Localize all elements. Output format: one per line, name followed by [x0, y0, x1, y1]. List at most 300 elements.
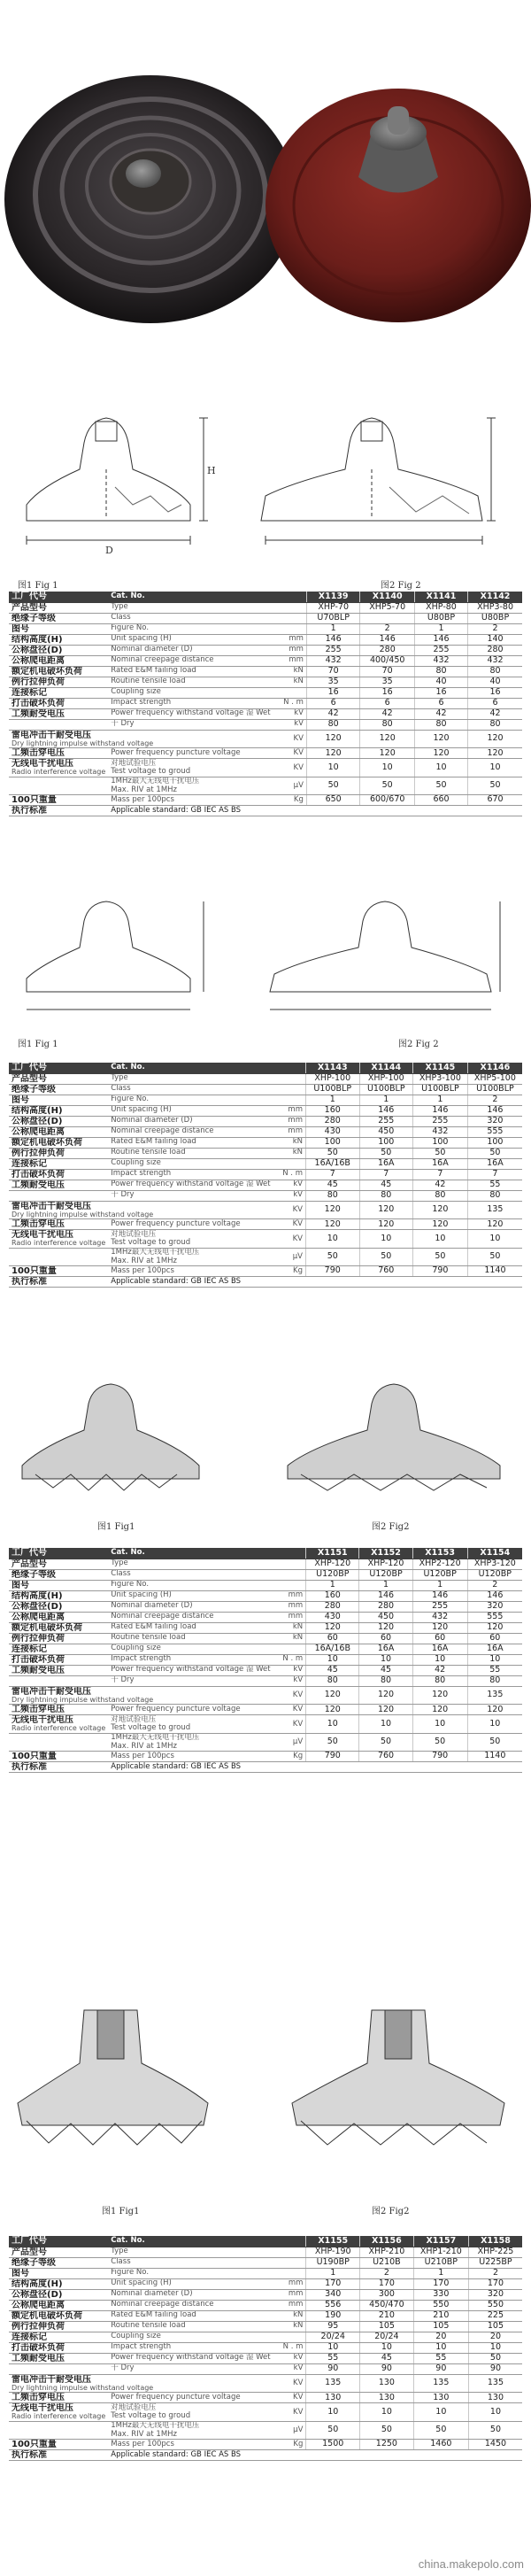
- value-cell: 10: [306, 1715, 359, 1734]
- row-impact: [9, 1169, 522, 1180]
- label-cn: 结构高度(H): [9, 2278, 108, 2289]
- row-type: [9, 602, 522, 613]
- value-cell: 16: [468, 687, 522, 698]
- label-en: Nominal creepage distance: [108, 1126, 273, 1137]
- dim-d-label: D: [105, 545, 113, 556]
- riv-en: Radio interference voltage: [12, 1239, 106, 1248]
- unit: N . m: [273, 1654, 306, 1665]
- value-cell: 555: [467, 1612, 522, 1622]
- label-cn: 公称爬电距离: [9, 2300, 108, 2310]
- value-cell: X1142: [468, 592, 522, 602]
- label-cn: 100只重量: [9, 1266, 108, 1277]
- std-flag: IEC: [204, 1276, 219, 1286]
- value-cell: 100: [413, 1137, 468, 1148]
- unit: Kg: [273, 1752, 306, 1762]
- label-en: Unit spacing (H): [108, 634, 273, 645]
- unit: KV: [273, 730, 307, 748]
- label-cn: 图号: [9, 1095, 108, 1105]
- label-cn: 打击破坏负荷: [9, 1169, 108, 1180]
- value-cell: U100BLP: [305, 1084, 359, 1095]
- row-figure: [9, 1095, 522, 1105]
- value-cell: 16: [414, 687, 467, 698]
- label-en: [108, 2422, 273, 2440]
- value-cell: 120: [305, 1201, 359, 1219]
- value-cell: 80: [414, 719, 467, 730]
- value-cell: 10: [467, 1654, 522, 1665]
- value-cell: 50: [467, 1734, 522, 1752]
- unit: μV: [273, 1249, 306, 1266]
- label-en-text: Dry lightning impulse withstand voltage: [12, 2383, 154, 2392]
- unit: [273, 2247, 306, 2257]
- label-cn: [9, 1201, 273, 1219]
- value-cell: 50: [360, 777, 414, 795]
- label-cn: 100只重量: [9, 795, 108, 806]
- value-cell: 160: [306, 1590, 359, 1601]
- value-cell: 170: [306, 2278, 360, 2289]
- value-cell: 90: [360, 2363, 414, 2374]
- value-cell: XHP-190: [306, 2247, 360, 2257]
- value-cell: 50: [413, 1249, 468, 1266]
- unit: N . m: [273, 2342, 306, 2353]
- label-cn: 工频耐受电压: [9, 708, 108, 719]
- row-type: [9, 1073, 522, 1084]
- value-cell: 340: [306, 2289, 360, 2300]
- row-diameter: [9, 1116, 522, 1126]
- unit: mm: [273, 655, 307, 666]
- std-flag: GB: [190, 2449, 204, 2459]
- value-cell: 55: [306, 2353, 360, 2363]
- value-cell: XHP-120: [306, 1559, 359, 1569]
- std-flag: GB: [190, 805, 204, 815]
- value-cell: 146: [412, 1590, 467, 1601]
- value-cell: 1460: [413, 2440, 468, 2450]
- label-en: Coupling size: [108, 1158, 273, 1169]
- value-cell: 6: [468, 698, 522, 708]
- row-puncture: [9, 1705, 522, 1715]
- label-cn: 连接标记: [9, 687, 108, 698]
- riv-sub-en: Test voltage to groud: [111, 1238, 191, 1248]
- value-cell: 120: [306, 1705, 359, 1715]
- value-cell: 2: [467, 1095, 522, 1105]
- value-cell: 120: [359, 1705, 412, 1715]
- value-cell: 16: [360, 687, 414, 698]
- value-cell: 135: [306, 2374, 360, 2393]
- unit: [273, 2236, 306, 2247]
- row-lightning: [9, 730, 522, 748]
- label-en: Impact strength: [108, 1169, 273, 1180]
- value-cell: 60: [412, 1633, 467, 1644]
- standard-flags: [108, 1762, 522, 1773]
- label-cn: [9, 1190, 108, 1201]
- label-en: Routine tensile load: [108, 1148, 273, 1158]
- label-cn: 工频耐受电压: [9, 1180, 108, 1190]
- unit: KV: [273, 1219, 306, 1230]
- unit: mm: [273, 1590, 306, 1601]
- value-cell: 50: [414, 777, 467, 795]
- value-cell: X1151: [306, 1548, 359, 1559]
- unit: [273, 1095, 306, 1105]
- label-en: Rated E&M failing load: [108, 666, 273, 677]
- label-en: Power frequency puncture voltage: [108, 748, 273, 759]
- value-cell: 130: [306, 2393, 360, 2403]
- watermark: china.makepolo.com: [418, 2557, 524, 2571]
- label-cn: 打击破坏负荷: [9, 2342, 108, 2353]
- riv-sub-en: Max. RIV at 1MHz: [111, 785, 178, 794]
- spec-table-1: [9, 592, 522, 816]
- value-cell: 1: [305, 1095, 359, 1105]
- label-en-main: Power frequency withstand voltage: [111, 708, 246, 718]
- label-en: Mass per 100pcs: [108, 1266, 273, 1277]
- row-class: [9, 2257, 522, 2268]
- value-cell: 120: [360, 748, 414, 759]
- std-flag: GB: [190, 1761, 204, 1771]
- unit: kV: [273, 1190, 306, 1201]
- figure-caption-2: 图2 Fig 2: [381, 581, 421, 591]
- fig-3-left: [22, 1384, 199, 1490]
- label-en: Figure No.: [108, 2268, 273, 2278]
- row-coupling: [9, 2332, 522, 2342]
- value-cell: 80: [359, 1675, 412, 1686]
- value-cell: XHP-225: [468, 2247, 522, 2257]
- label-cn: 工厂代号: [9, 592, 108, 602]
- label-en: Mass per 100pcs: [108, 1752, 273, 1762]
- unit: [273, 1158, 306, 1169]
- value-cell: 16A: [467, 1644, 522, 1654]
- row-riv-max: [9, 1734, 522, 1752]
- value-cell: 10: [413, 2342, 468, 2353]
- label-en: Figure No.: [108, 1095, 273, 1105]
- row-type: [9, 2247, 522, 2257]
- row-diameter: [9, 2289, 522, 2300]
- value-cell: 120: [414, 730, 467, 748]
- row-riv-max: [9, 777, 522, 795]
- label-en: [108, 1249, 273, 1266]
- value-cell: 35: [306, 677, 360, 687]
- value-cell: 42: [413, 1180, 468, 1190]
- value-cell: X1153: [412, 1548, 467, 1559]
- value-cell: 120: [467, 1622, 522, 1633]
- label-en: Nominal diameter (D): [108, 1601, 273, 1612]
- figure-row-2: [0, 894, 531, 1049]
- row-routine-load: [9, 677, 522, 687]
- label-en: Impact strength: [108, 698, 273, 708]
- riv-sub-cn: 1MHz最大无线电干扰电压: [111, 777, 200, 786]
- value-cell: 280: [306, 1601, 359, 1612]
- value-cell: X1158: [468, 2236, 522, 2247]
- value-cell: 2: [467, 1580, 522, 1590]
- row-pf-wet: [9, 2353, 522, 2363]
- label-en: Routine tensile load: [108, 2321, 273, 2332]
- unit: mm: [273, 1612, 306, 1622]
- label-cn: 连接标记: [9, 1644, 108, 1654]
- value-cell: 450: [359, 1612, 412, 1622]
- row-coupling: [9, 1644, 522, 1654]
- value-cell: 1: [413, 1095, 468, 1105]
- value-cell: XHP-210: [360, 2247, 414, 2257]
- value-cell: 10: [413, 2403, 468, 2422]
- row-pf-dry: [9, 1190, 522, 1201]
- label-cn: 结构高度(H): [9, 634, 108, 645]
- label-en: Mass per 100pcs: [108, 795, 273, 806]
- label-en: Rated E&M failing load: [108, 1622, 273, 1633]
- value-cell: XHP5-70: [360, 602, 414, 613]
- figure-caption-3: 图1 Fig 1: [18, 1040, 58, 1049]
- row-riv-max: [9, 1249, 522, 1266]
- value-cell: 50: [467, 1148, 522, 1158]
- value-cell: U70BLP: [306, 613, 360, 623]
- unit: [273, 592, 307, 602]
- label-en: Cat. No.: [108, 592, 273, 602]
- value-cell: 120: [306, 730, 360, 748]
- label-en: Coupling size: [108, 2332, 273, 2342]
- value-cell: X1143: [305, 1063, 359, 1073]
- label-en: Cat. No.: [108, 2236, 273, 2247]
- label-en: Coupling size: [108, 1644, 273, 1654]
- std-flag: BS: [231, 805, 242, 815]
- value-cell: 2: [468, 2268, 522, 2278]
- insulator-drawings-2: [0, 894, 531, 1036]
- value-cell: 55: [467, 1180, 522, 1190]
- value-cell: 80: [305, 1190, 359, 1201]
- value-cell: 1500: [306, 2440, 360, 2450]
- value-cell: 42: [414, 708, 467, 719]
- label-en: [108, 1180, 273, 1190]
- value-cell: 450/470: [360, 2300, 414, 2310]
- value-cell: XHP-80: [414, 602, 467, 613]
- value-cell: 7: [467, 1169, 522, 1180]
- fig-1-drawing: [27, 418, 216, 556]
- label-sub: 干 Dry: [111, 719, 135, 729]
- value-cell: 10: [412, 1715, 467, 1734]
- value-cell: U210B: [360, 2257, 414, 2268]
- unit: [273, 602, 307, 613]
- label-en-text: Dry lightning impulse withstand voltage: [12, 739, 154, 747]
- value-cell: 10: [468, 2403, 522, 2422]
- value-cell: XHP3-80: [468, 602, 522, 613]
- row-class: [9, 613, 522, 623]
- label-en-text: Dry lightning impulse withstand voltage: [12, 1210, 154, 1218]
- unit: N . m: [273, 1169, 306, 1180]
- row-coupling: [9, 687, 522, 698]
- brown-insulator-photo: [266, 89, 531, 322]
- label-en: Unit spacing (H): [108, 2278, 273, 2289]
- standard-flags: [108, 2450, 522, 2461]
- insulator-drawings: [0, 407, 531, 576]
- value-cell: U120BP: [467, 1569, 522, 1580]
- row-unit-spacing: [9, 2278, 522, 2289]
- label-cn: 绝缘子等级: [9, 1084, 108, 1095]
- value-cell: 120: [468, 730, 522, 748]
- value-cell: 120: [359, 1686, 412, 1705]
- value-cell: 120: [360, 730, 414, 748]
- value-cell: 120: [413, 1201, 468, 1219]
- value-cell: 170: [468, 2278, 522, 2289]
- row-impact: [9, 1654, 522, 1665]
- value-cell: 280: [359, 1601, 412, 1612]
- label-en: Nominal diameter (D): [108, 2289, 273, 2300]
- value-cell: 1450: [468, 2440, 522, 2450]
- unit: KV: [273, 1715, 306, 1734]
- label-en: [108, 1665, 273, 1675]
- value-cell: 400/450: [360, 655, 414, 666]
- value-cell: 10: [359, 1230, 413, 1249]
- value-cell: XHP-100: [359, 1073, 413, 1084]
- label-en: Nominal diameter (D): [108, 1116, 273, 1126]
- value-cell: 10: [306, 2342, 360, 2353]
- label-cn: 打击破坏负荷: [9, 698, 108, 708]
- value-cell: 16: [306, 687, 360, 698]
- value-cell: X1154: [467, 1548, 522, 1559]
- value-cell: XHP-70: [306, 602, 360, 613]
- value-cell: 70: [306, 666, 360, 677]
- value-cell: XHP3-100: [413, 1073, 468, 1084]
- label-cn: 绝缘子等级: [9, 613, 108, 623]
- value-cell: 10: [306, 1654, 359, 1665]
- spec-table-3: [9, 1548, 522, 1773]
- std-flag: AS: [219, 2449, 231, 2459]
- unit: kV: [273, 1665, 306, 1675]
- unit: mm: [273, 1126, 306, 1137]
- label-cn: 执行标准: [9, 2450, 108, 2461]
- label-cn: 公称盘径(D): [9, 1116, 108, 1126]
- value-cell: 60: [306, 1633, 359, 1644]
- value-cell: 432: [413, 1126, 468, 1137]
- standard-flags: [108, 806, 522, 816]
- fig-2-drawing: [261, 418, 496, 545]
- value-cell: 10: [359, 1654, 412, 1665]
- value-cell: 146: [414, 634, 467, 645]
- value-cell: 432: [306, 655, 360, 666]
- value-cell: 1140: [467, 1266, 522, 1277]
- label-sub: 湿 Wet: [245, 1665, 271, 1675]
- dim-h-label: H: [207, 465, 216, 476]
- unit: kV: [273, 708, 307, 719]
- value-cell: 120: [412, 1705, 467, 1715]
- value-cell: 50: [412, 1734, 467, 1752]
- label-en: Impact strength: [108, 2342, 273, 2353]
- value-cell: 135: [468, 2374, 522, 2393]
- unit: [273, 1548, 306, 1559]
- unit: [273, 623, 307, 634]
- value-cell: 10: [468, 759, 522, 777]
- value-cell: 105: [413, 2321, 468, 2332]
- unit: [273, 1559, 306, 1569]
- row-puncture: [9, 1219, 522, 1230]
- value-cell: 50: [359, 1249, 413, 1266]
- value-cell: U190BP: [306, 2257, 360, 2268]
- unit: KV: [273, 2374, 306, 2393]
- row-routine-load: [9, 1633, 522, 1644]
- value-cell: 16A: [359, 1158, 413, 1169]
- row-riv-test: [9, 1230, 522, 1249]
- std-flag: BS: [231, 2449, 242, 2459]
- label-cn: [9, 2422, 108, 2440]
- value-cell: 130: [360, 2393, 414, 2403]
- value-cell: X1146: [467, 1063, 522, 1073]
- value-cell: 16A/16B: [306, 1644, 359, 1654]
- row-figure: [9, 623, 522, 634]
- label-en: Figure No.: [108, 1580, 273, 1590]
- value-cell: 50: [413, 2422, 468, 2440]
- value-cell: 10: [306, 2403, 360, 2422]
- value-cell: 550: [413, 2300, 468, 2310]
- label-en: Figure No.: [108, 623, 273, 634]
- label-cn: 公称爬电距离: [9, 1126, 108, 1137]
- std-flag: BS: [231, 1761, 242, 1771]
- row-creepage: [9, 1612, 522, 1622]
- value-cell: 40: [414, 677, 467, 687]
- value-cell: 80: [360, 719, 414, 730]
- riv-sub-cn: 对地试验电压: [111, 2402, 157, 2412]
- value-cell: 1: [306, 623, 360, 634]
- value-cell: XHP2-120: [412, 1559, 467, 1569]
- label-cn: [9, 1249, 108, 1266]
- value-cell: U100BLP: [359, 1084, 413, 1095]
- value-cell: 450: [359, 1126, 413, 1137]
- value-cell: 120: [359, 1622, 412, 1633]
- unit: KV: [273, 2403, 306, 2422]
- value-cell: 1: [306, 2268, 360, 2278]
- riv-en: Radio interference voltage: [12, 1724, 106, 1733]
- value-cell: 225: [468, 2310, 522, 2321]
- value-cell: 10: [305, 1230, 359, 1249]
- value-cell: 40: [468, 677, 522, 687]
- value-cell: 100: [305, 1137, 359, 1148]
- unit: mm: [273, 2278, 306, 2289]
- value-cell: 90: [468, 2363, 522, 2374]
- riv-sub-cn: 1MHz最大无线电干扰电压: [111, 2421, 200, 2431]
- value-cell: 320: [468, 2289, 522, 2300]
- row-unit-spacing: [9, 1590, 522, 1601]
- label-cn: 例行拉伸负荷: [9, 2321, 108, 2332]
- unit: KV: [273, 748, 307, 759]
- figure-caption-7: 图1 Fig1: [102, 2207, 140, 2216]
- value-cell: 80: [468, 719, 522, 730]
- label-en: Type: [108, 2247, 273, 2257]
- value-cell: 146: [413, 1105, 468, 1116]
- label-en: [108, 1190, 273, 1201]
- label-cn: 执行标准: [9, 806, 108, 816]
- value-cell: 10: [360, 2403, 414, 2422]
- value-cell: 280: [305, 1116, 359, 1126]
- label-en: [108, 719, 273, 730]
- label-en: Rated E&M failing load: [108, 2310, 273, 2321]
- value-cell: 1: [306, 1580, 359, 1590]
- value-cell: 6: [414, 698, 467, 708]
- row-creepage: [9, 655, 522, 666]
- value-cell: 135: [467, 1686, 522, 1705]
- label-cn: [9, 759, 108, 777]
- value-cell: 2: [360, 2268, 414, 2278]
- value-cell: 7: [305, 1169, 359, 1180]
- label-sub: 干 Dry: [111, 1675, 135, 1685]
- label-cn-text: 雷电冲击干耐受电压: [12, 1201, 91, 1211]
- value-cell: 80: [414, 666, 467, 677]
- label-cn: [9, 730, 273, 748]
- row-impact: [9, 698, 522, 708]
- value-cell: 50: [305, 1249, 359, 1266]
- figure-caption-4: 图2 Fig 2: [398, 1040, 439, 1049]
- row-riv-test: [9, 1715, 522, 1734]
- value-cell: 255: [359, 1116, 413, 1126]
- unit: KV: [273, 2393, 306, 2403]
- unit: mm: [273, 1601, 306, 1612]
- label-cn: 执行标准: [9, 1277, 108, 1288]
- value-cell: 1: [359, 1580, 412, 1590]
- row-pf-wet: [9, 708, 522, 719]
- label-cn: 公称爬电距离: [9, 1612, 108, 1622]
- value-cell: 95: [306, 2321, 360, 2332]
